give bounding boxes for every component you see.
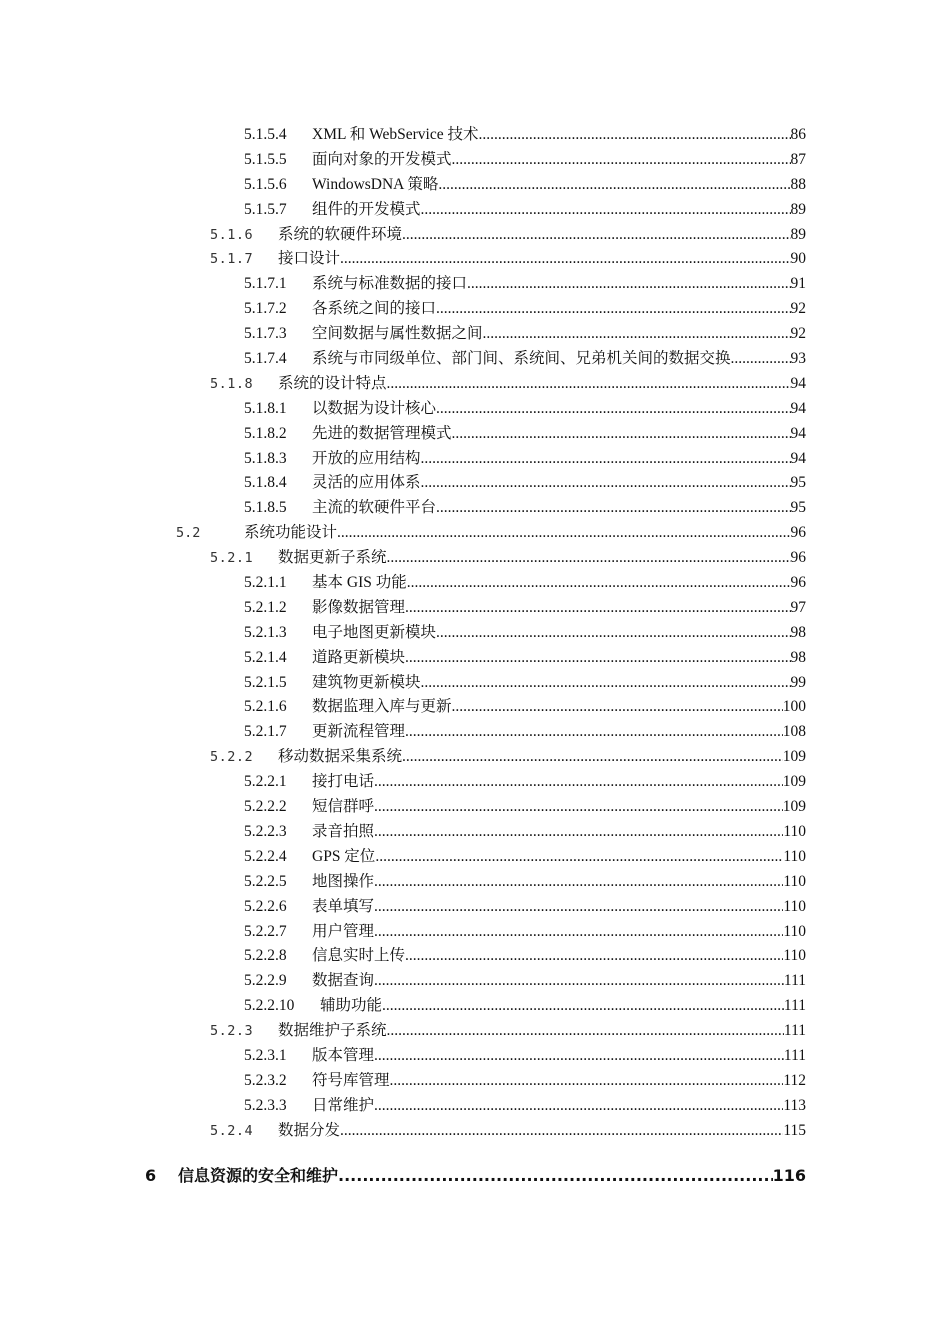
toc-dot-leader	[421, 471, 791, 496]
toc-entry-title: 系统与市同级单位、部门间、系统间、兄弟机关间的数据交换	[312, 350, 731, 368]
toc-entry[interactable]	[0, 372, 950, 397]
toc-entry-number: 5.2.2.6	[244, 897, 287, 915]
toc-dot-leader	[374, 1044, 784, 1069]
toc-entry-page: 95	[790, 499, 806, 517]
table-of-contents	[0, 123, 950, 1190]
toc-entry-number: 5.1.7.2	[244, 300, 287, 318]
toc-dot-leader	[374, 1094, 783, 1119]
toc-entry-page: 91	[790, 275, 806, 293]
toc-dot-leader	[405, 944, 783, 969]
toc-dot-leader	[387, 546, 791, 571]
toc-dot-leader	[436, 496, 790, 521]
toc-entry-number: 5.2.2.9	[244, 972, 287, 990]
toc-entry-title: 面向对象的开发模式	[312, 150, 452, 168]
toc-entry-number: 5.2.1.6	[244, 698, 287, 716]
toc-dot-leader	[375, 845, 783, 870]
toc-entry-page: 98	[790, 648, 806, 666]
toc-entry-page: 115	[783, 1121, 806, 1139]
toc-entry-title: 符号库管理	[312, 1071, 390, 1089]
toc-entry-title: 系统的设计特点	[278, 374, 387, 392]
toc-entry-page: 90	[790, 250, 806, 268]
toc-dot-leader	[340, 247, 790, 272]
toc-entry-page: 94	[790, 424, 806, 442]
toc-entry-number: 5.2.3.1	[244, 1046, 287, 1064]
toc-entry-number: 5.2.2.5	[244, 872, 287, 890]
toc-entry-page: 110	[783, 922, 806, 940]
toc-entry-title: 数据查询	[312, 972, 375, 990]
toc-entry-number: 5.1.6	[210, 226, 254, 243]
toc-entry-page: 98	[790, 623, 806, 641]
toc-entry[interactable]	[0, 720, 950, 745]
toc-dot-leader	[340, 1119, 783, 1144]
toc-dot-leader	[374, 920, 783, 945]
toc-entry[interactable]	[0, 198, 950, 223]
toc-entry-page: 89	[790, 200, 806, 218]
toc-dot-leader	[337, 521, 790, 546]
toc-entry-title: 各系统之间的接口	[312, 300, 437, 318]
toc-entry-page: 116	[772, 1165, 806, 1185]
toc-entry[interactable]	[0, 621, 950, 646]
toc-entry-number: 5.2.1.7	[244, 723, 287, 741]
toc-entry-title: 数据维护子系统	[278, 1022, 387, 1040]
toc-entry-number: 5.2.4	[210, 1122, 254, 1139]
toc-dot-leader	[405, 646, 790, 671]
toc-entry-title: 信息实时上传	[312, 947, 406, 965]
toc-entry[interactable]	[0, 895, 950, 920]
toc-entry-page: 108	[782, 723, 806, 741]
toc-entry-title: 先进的数据管理模式	[312, 424, 452, 442]
toc-entry-number: 6	[145, 1165, 157, 1185]
toc-entry-title: 短信群呼	[312, 798, 375, 816]
toc-entry-title: 数据分发	[278, 1121, 341, 1139]
toc-entry[interactable]	[0, 695, 950, 720]
toc-entry-title: 录音拍照	[312, 822, 375, 840]
toc-entry-page: 110	[783, 897, 806, 915]
toc-entry-title: 更新流程管理	[312, 723, 406, 741]
toc-entry[interactable]	[0, 297, 950, 322]
toc-dot-leader	[387, 372, 791, 397]
toc-entry-number: 5.1.5.6	[244, 175, 287, 193]
toc-entry-number: 5.1.8.1	[244, 399, 287, 417]
toc-entry-page: 94	[790, 399, 806, 417]
toc-entry-page: 96	[790, 549, 806, 567]
toc-entry-title: 用户管理	[312, 922, 375, 940]
toc-entry-number: 5.1.7.3	[244, 325, 287, 343]
toc-entry-number: 5.2.1.2	[244, 598, 287, 616]
toc-entry-number: 5.1.5.4	[244, 126, 287, 143]
toc-entry-page: 110	[783, 872, 806, 890]
toc-entry-title: 系统的软硬件环境	[278, 225, 403, 243]
toc-entry-page: 92	[790, 325, 806, 343]
toc-entry-number: 5.2.1.4	[244, 648, 287, 666]
toc-entry[interactable]	[0, 1094, 950, 1119]
toc-entry-page: 110	[783, 822, 806, 840]
toc-entry-title: 日常维护	[312, 1096, 375, 1114]
toc-entry[interactable]	[0, 671, 950, 696]
toc-dot-leader	[374, 969, 784, 994]
toc-entry-number: 5.1.7.4	[244, 350, 287, 368]
toc-entry-page: 100	[782, 698, 806, 716]
toc-dot-leader	[374, 795, 783, 820]
toc-entry-page: 110	[783, 847, 806, 865]
toc-entry-title: 接口设计	[278, 250, 341, 268]
toc-entry-title: WindowsDNA 策略	[312, 175, 439, 193]
toc-entry-page: 99	[790, 673, 806, 691]
toc-dot-leader	[421, 447, 791, 472]
toc-dot-leader	[436, 621, 790, 646]
toc-dot-leader	[374, 820, 783, 845]
toc-entry[interactable]	[0, 944, 950, 969]
toc-entry[interactable]	[0, 820, 950, 845]
toc-entry-number: 5.1.5.5	[244, 150, 287, 168]
toc-dot-leader	[405, 596, 790, 621]
toc-entry[interactable]	[0, 1044, 950, 1069]
toc-entry-number: 5.1.7	[210, 251, 254, 268]
toc-dot-leader	[374, 770, 783, 795]
toc-entry-title: 地图操作	[312, 872, 375, 890]
toc-entry[interactable]	[0, 397, 950, 422]
toc-entry-page: 111	[783, 1022, 806, 1040]
toc-entry[interactable]	[0, 322, 950, 347]
toc-entry-number: 5.2.2	[210, 749, 254, 766]
toc-entry-title: 灵活的应用体系	[312, 474, 421, 492]
toc-entry[interactable]	[0, 770, 950, 795]
toc-entry-title: 版本管理	[312, 1046, 375, 1064]
toc-entry-number: 5.2	[176, 525, 201, 542]
toc-entry-page: 110	[783, 947, 806, 965]
toc-entry-page: 109	[782, 773, 806, 791]
toc-entry-number: 5.2.1.5	[244, 673, 287, 691]
toc-entry-page: 112	[783, 1071, 806, 1089]
toc-dot-leader	[382, 994, 784, 1019]
toc-dot-leader	[405, 720, 783, 745]
toc-entry-title: 开放的应用结构	[312, 449, 421, 467]
toc-entry-number: 5.1.8.3	[244, 449, 287, 467]
toc-entry-number: 5.2.2.2	[244, 798, 287, 816]
toc-entry-number: 5.2.2.4	[244, 847, 287, 865]
toc-entry-number: 5.2.2.3	[244, 822, 287, 840]
toc-entry-page: 96	[790, 524, 806, 542]
toc-dot-leader	[452, 695, 783, 720]
toc-entry-number: 5.2.3	[210, 1023, 254, 1040]
toc-entry-title: 建筑物更新模块	[312, 673, 421, 691]
toc-entry-title: 移动数据采集系统	[278, 748, 403, 766]
toc-dot-leader	[452, 422, 791, 447]
toc-entry-page: 95	[790, 474, 806, 492]
toc-dot-leader	[436, 397, 790, 422]
toc-entry-page: 109	[782, 748, 806, 766]
toc-entry-title: GPS 定位	[312, 847, 376, 865]
toc-entry-number: 5.2.2.7	[244, 922, 287, 940]
toc-entry-page: 96	[790, 574, 806, 592]
toc-entry-page: 109	[782, 798, 806, 816]
toc-entry-number: 5.1.8.2	[244, 424, 287, 442]
toc-entry[interactable]	[0, 596, 950, 621]
toc-entry-page: 92	[790, 300, 806, 318]
toc-entry-title: 影像数据管理	[312, 598, 406, 616]
toc-entry-title: 以数据为设计核心	[312, 399, 437, 417]
toc-entry-number: 5.2.3.2	[244, 1071, 287, 1089]
toc-dot-leader	[452, 148, 791, 173]
toc-entry[interactable]	[0, 521, 950, 546]
toc-entry[interactable]	[0, 173, 950, 198]
toc-entry[interactable]	[0, 422, 950, 447]
toc-entry-title: 信息资源的安全和维护	[178, 1165, 339, 1185]
toc-dot-leader	[483, 322, 791, 347]
toc-entry-number: 5.2.2.10	[244, 997, 295, 1015]
toc-entry[interactable]	[0, 447, 950, 472]
toc-entry-title: 系统功能设计	[244, 524, 338, 542]
toc-dot-leader	[421, 198, 791, 223]
toc-entry-title: 辅助功能	[320, 997, 383, 1015]
toc-entry-title: 基本 GIS 功能	[312, 574, 407, 592]
toc-entry-title: 接打电话	[312, 773, 375, 791]
toc-entry[interactable]	[0, 546, 950, 571]
toc-dot-leader	[407, 571, 791, 596]
toc-entry-number: 5.1.7.1	[244, 275, 287, 293]
toc-entry[interactable]	[0, 1069, 950, 1094]
toc-entry[interactable]	[0, 571, 950, 596]
toc-entry-title: 数据更新子系统	[278, 549, 387, 567]
toc-entry[interactable]	[0, 247, 950, 272]
toc-entry[interactable]	[0, 496, 950, 521]
toc-entry[interactable]	[0, 1162, 950, 1190]
toc-entry-title: 表单填写	[312, 897, 375, 915]
toc-entry[interactable]	[0, 920, 950, 945]
toc-entry-title: 空间数据与属性数据之间	[312, 325, 483, 343]
toc-entry-page: 86	[790, 126, 806, 143]
toc-entry[interactable]	[0, 870, 950, 895]
toc-dot-leader	[421, 671, 791, 696]
toc-entry[interactable]	[0, 347, 950, 372]
toc-entry-page: 89	[790, 225, 806, 243]
toc-entry[interactable]	[0, 1119, 950, 1144]
toc-entry-number: 5.1.8.4	[244, 474, 287, 492]
toc-entry-page: 111	[783, 972, 806, 990]
toc-entry-title: 数据监理入库与更新	[312, 698, 452, 716]
toc-entry[interactable]	[0, 745, 950, 770]
toc-dot-leader	[390, 1069, 784, 1094]
toc-dot-leader	[438, 173, 790, 198]
toc-entry[interactable]	[0, 795, 950, 820]
toc-entry[interactable]	[0, 223, 950, 248]
toc-entry-page: 94	[790, 374, 806, 392]
toc-entry-number: 5.1.5.7	[244, 200, 287, 218]
toc-entry-title: 电子地图更新模块	[312, 623, 437, 641]
toc-entry-page: 111	[783, 1046, 806, 1064]
toc-entry-number: 5.2.3.3	[244, 1096, 287, 1114]
toc-entry-page: 93	[790, 350, 806, 368]
toc-entry[interactable]	[0, 994, 950, 1019]
toc-entry-title: 系统与标准数据的接口	[312, 275, 468, 293]
toc-dot-leader	[374, 895, 783, 920]
toc-entry-number: 5.2.2.8	[244, 947, 287, 965]
toc-dot-leader	[374, 870, 783, 895]
toc-entry-page: 111	[783, 997, 806, 1015]
toc-entry-title: XML 和 WebService 技术	[312, 126, 479, 143]
toc-entry-page: 113	[783, 1096, 806, 1114]
toc-dot-leader	[436, 297, 790, 322]
toc-entry[interactable]	[0, 471, 950, 496]
toc-entry[interactable]	[0, 845, 950, 870]
toc-entry-number: 5.2.2.1	[244, 773, 287, 791]
toc-entry-title: 主流的软硬件平台	[312, 499, 437, 517]
toc-entry-number: 5.2.1.1	[244, 574, 287, 592]
toc-dot-leader	[387, 1019, 784, 1044]
toc-dot-leader	[402, 745, 783, 770]
toc-entry[interactable]	[0, 969, 950, 994]
toc-entry-page: 87	[790, 150, 806, 168]
toc-entry[interactable]	[0, 1019, 950, 1044]
toc-dot-leader	[402, 223, 790, 248]
toc-entry[interactable]	[0, 123, 950, 148]
toc-entry[interactable]	[0, 646, 950, 671]
toc-dot-leader	[467, 272, 790, 297]
toc-dot-leader	[731, 347, 791, 372]
toc-entry-page: 94	[790, 449, 806, 467]
toc-entry-number: 5.1.8	[210, 375, 254, 392]
toc-entry-page: 88	[790, 175, 806, 193]
toc-entry-page: 97	[790, 598, 806, 616]
toc-entry[interactable]	[0, 272, 950, 297]
toc-entry[interactable]	[0, 148, 950, 173]
toc-entry-number: 5.1.8.5	[244, 499, 287, 517]
toc-entry-number: 5.2.1.3	[244, 623, 287, 641]
toc-entry-title: 道路更新模块	[312, 648, 406, 666]
toc-entry-number: 5.2.1	[210, 550, 254, 567]
toc-dot-leader	[338, 1162, 773, 1190]
toc-entry-title: 组件的开发模式	[312, 200, 421, 218]
toc-dot-leader	[479, 123, 791, 148]
